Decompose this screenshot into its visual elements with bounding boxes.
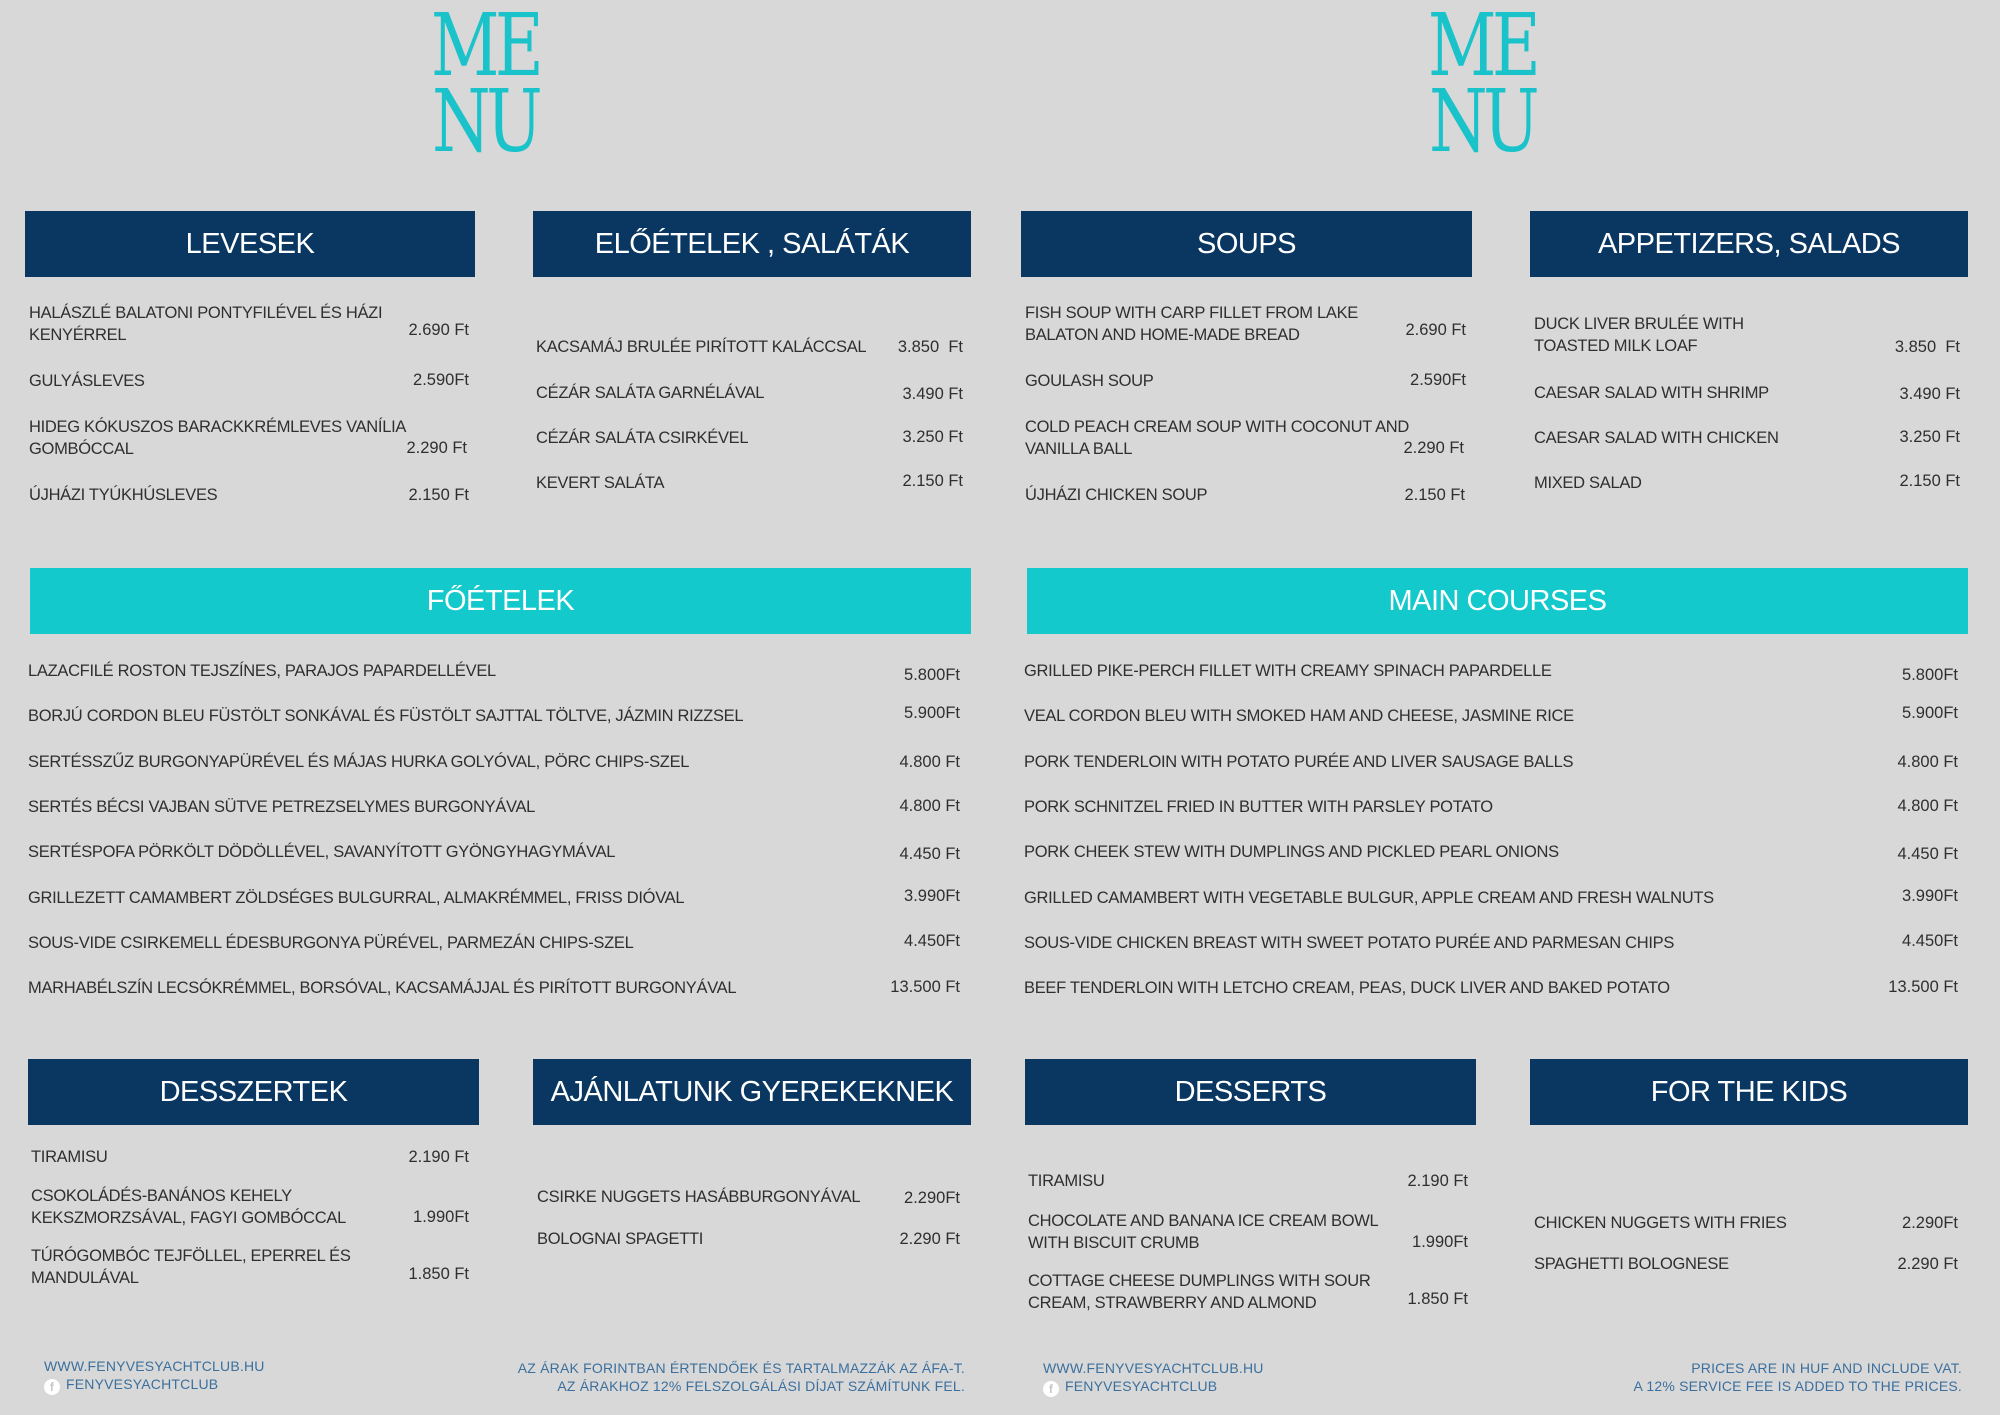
menu-item-name: KACSAMÁJ BRULÉE PIRÍTOTT KALÁCCSAL [536,338,867,356]
menu-item-price: 2.290 Ft [1897,1255,1958,1273]
menu-item-name: CHICKEN NUGGETS WITH FRIES [1534,1214,1787,1232]
menu-item-name: COLD PEACH CREAM SOUP WITH COCONUT AND VANILLA BALL [1025,418,1410,458]
section-header-desszertek: DESSZERTEK [28,1059,479,1125]
footer-en-note: PRICES ARE IN HUF AND INCLUDE VAT. A 12% SERVICE FEE IS ADDED TO THE PRICES. [1633,1360,1962,1394]
facebook-icon: f [44,1379,60,1395]
menu-item-price: 1.990Ft [413,1208,469,1226]
menu-item-price: 3.250 Ft [902,428,963,446]
menu-item-price: 4.800 Ft [899,797,960,815]
facebook-link[interactable]: f FENYVESYACHTCLUB [1043,1377,1264,1397]
menu-item-name: FISH SOUP WITH CARP FILLET FROM LAKE BALATON AND HOME-MADE BREAD [1025,304,1359,344]
menu-item-price: 4.450Ft [1902,932,1958,950]
menu-item-price: 5.900Ft [1902,704,1958,722]
menu-item-name: SERTÉSPOFA PÖRKÖLT DÖDÖLLÉVEL, SAVANYÍTOTT GYÖNGYHAGYMÁVAL [28,843,616,861]
menu-item-price: 3.850 Ft [1894,338,1960,356]
menu-item-price: 2.590Ft [413,371,469,389]
menu-item-price: 3.990Ft [904,887,960,905]
menu-item-name: SERTÉSSZŰZ BURGONYAPÜRÉVEL ÉS MÁJAS HURKA GOLYÓVAL, PÖRC CHIPS-SZEL [28,753,690,771]
menu-item-price: 13.500 Ft [890,978,960,996]
section-header-appetizers: APPETIZERS, SALADS [1530,211,1968,277]
menu-item-price: 2.190 Ft [1407,1172,1468,1190]
section-header-foetelek: FŐÉTELEK [30,568,971,634]
menu-item-price: 13.500 Ft [1888,978,1958,996]
menu-item-name: VEAL CORDON BLEU WITH SMOKED HAM AND CHEESE, JASMINE RICE [1024,707,1574,725]
menu-item-name: BORJÚ CORDON BLEU FÜSTÖLT SONKÁVAL ÉS FÜSTÖLT SAJTTAL TÖLTVE, JÁZMIN RIZZSEL [28,707,744,725]
menu-item-name: TÚRÓGOMBÓC TEJFÖLLEL, EPERREL ÉS MANDULÁVAL [31,1247,351,1287]
menu-item-price: 2.590Ft [1410,371,1466,389]
menu-item-name: LAZACFILÉ ROSTON TEJSZÍNES, PARAJOS PAPARDELLÉVEL [28,662,496,680]
website-link[interactable]: WWW.FENYVESYACHTCLUB.HU [44,1358,265,1374]
section-header-gyerekeknek: AJÁNLATUNK GYEREKEKNEK [533,1059,971,1125]
menu-item-price: 2.190 Ft [408,1148,469,1166]
menu-item-price: 4.800 Ft [899,753,960,771]
menu-item-name: ÚJHÁZI CHICKEN SOUP [1025,486,1208,504]
menu-item-price: 3.490 Ft [1899,385,1960,403]
menu-item-name: GRILLED PIKE-PERCH FILLET WITH CREAMY SPINACH PAPARDELLE [1024,662,1552,680]
menu-item-name: BEEF TENDERLOIN WITH LETCHO CREAM, PEAS, DUCK LIVER AND BAKED POTATO [1024,979,1670,997]
menu-item-price: 2.150 Ft [408,486,469,504]
menu-item-name: ÚJHÁZI TYÚKHÚSLEVES [29,486,218,504]
menu-item-name: CÉZÁR SALÁTA GARNÉLÁVAL [536,384,765,402]
section-header-main-courses: MAIN COURSES [1027,568,1968,634]
menu-item-price: 2.150 Ft [1899,472,1960,490]
menu-item-name: SERTÉS BÉCSI VAJBAN SÜTVE PETREZSELYMES BURGONYÁVAL [28,798,536,816]
menu-item-name: MARHABÉLSZÍN LECSÓKRÉMMEL, BORSÓVAL, KACSAMÁJJAL ÉS PIRÍTOTT BURGONYÁVAL [28,979,737,997]
menu-item-name: GRILLEZETT CAMAMBERT ZÖLDSÉGES BULGURRAL, ALMAKRÉMMEL, FRISS DIÓVAL [28,889,685,907]
menu-logo-en: ME NU [1427,0,1537,172]
menu-item-price: 3.850 Ft [897,338,963,356]
menu-item-price: 4.800 Ft [1897,753,1958,771]
menu-item-name: HALÁSZLÉ BALATONI PONTYFILÉVEL ÉS HÁZI KENYÉRREL [29,304,383,344]
menu-item-name: HIDEG KÓKUSZOS BARACKKRÉMLEVES VANÍLIA GOMBÓCCAL [29,418,406,458]
menu-item-price: 1.850 Ft [408,1265,469,1283]
menu-item-name: CSOKOLÁDÉS-BANÁNOS KEHELY KEKSZMORZSÁVAL, FAGYI GOMBÓCCAL [31,1187,346,1227]
menu-item-name: SOUS-VIDE CHICKEN BREAST WITH SWEET POTATO PURÉE AND PARMESAN CHIPS [1024,934,1675,952]
menu-item-price: 4.450Ft [904,932,960,950]
footer-hu-note: AZ ÁRAK FORINTBAN ÉRTENDŐEK ÉS TARTALMAZZÁK AZ ÁFA-T. AZ ÁRAKHOZ 12% FELSZOLGÁLÁSI DÍJAT SZÁMÍTUNK FEL. [517,1360,965,1394]
menu-item-name: PORK CHEEK STEW WITH DUMPLINGS AND PICKLED PEARL ONIONS [1024,843,1559,861]
menu-item-name: PORK TENDERLOIN WITH POTATO PURÉE AND LIVER SAUSAGE BALLS [1024,753,1574,771]
menu-item-name: GOULASH SOUP [1025,372,1154,390]
section-header-soups: SOUPS [1021,211,1472,277]
menu-logo-hu: ME NU [430,0,540,172]
menu-item-price: 2.150 Ft [1404,486,1465,504]
menu-item-price: 1.990Ft [1412,1233,1468,1251]
menu-item-name: DUCK LIVER BRULÉE WITH TOASTED MILK LOAF [1534,315,1744,355]
menu-item-price: 2.290Ft [1902,1214,1958,1232]
facebook-icon: f [1043,1381,1059,1397]
menu-item-name: CÉZÁR SALÁTA CSIRKÉVEL [536,429,749,447]
menu-item-price: 4.800 Ft [1897,797,1958,815]
menu-item-price: 1.850 Ft [1407,1290,1468,1308]
menu-item-price: 2.290 Ft [1403,439,1464,457]
menu-item-price: 3.990Ft [1902,887,1958,905]
menu-item-price: 4.450 Ft [1897,845,1958,863]
menu-item-price: 2.690 Ft [408,321,469,339]
section-header-levesek: LEVESEK [25,211,475,277]
menu-item-name: MIXED SALAD [1534,474,1642,492]
menu-item-price: 3.250 Ft [1899,428,1960,446]
menu-item-price: 4.450 Ft [899,845,960,863]
menu-item-name: SOUS-VIDE CSIRKEMELL ÉDESBURGONYA PÜRÉVEL, PARMEZÁN CHIPS-SZEL [28,934,634,952]
menu-item-name: BOLOGNAI SPAGETTI [537,1230,704,1248]
menu-item-name: TIRAMISU [31,1148,108,1166]
menu-item-name: CAESAR SALAD WITH SHRIMP [1534,384,1769,402]
menu-item-name: PORK SCHNITZEL FRIED IN BUTTER WITH PARSLEY POTATO [1024,798,1493,816]
footer-hu-links [44,1357,265,1395]
menu-item-name: CHOCOLATE AND BANANA ICE CREAM BOWL WITH BISCUIT CRUMB [1028,1212,1378,1252]
menu-item-price: 5.800Ft [1902,666,1958,684]
menu-item-price: 2.150 Ft [902,472,963,490]
menu-item-price: 2.290 Ft [899,1230,960,1248]
facebook-link[interactable]: f FENYVESYACHTCLUB [44,1375,265,1395]
section-header-kids: FOR THE KIDS [1530,1059,1968,1125]
menu-item-name: CAESAR SALAD WITH CHICKEN [1534,429,1779,447]
menu-item-name: COTTAGE CHEESE DUMPLINGS WITH SOUR CREAM, STRAWBERRY AND ALMOND [1028,1272,1371,1312]
footer-en-links [1043,1359,1264,1397]
section-header-desserts: DESSERTS [1025,1059,1476,1125]
menu-item-name: CSIRKE NUGGETS HASÁBBURGONYÁVAL [537,1188,861,1206]
website-link[interactable]: WWW.FENYVESYACHTCLUB.HU [1043,1360,1264,1376]
menu-item-price: 2.690 Ft [1405,321,1466,339]
menu-item-price: 5.900Ft [904,704,960,722]
menu-item-name: SPAGHETTI BOLOGNESE [1534,1255,1729,1273]
menu-item-price: 2.290 Ft [406,439,467,457]
menu-item-name: GRILLED CAMAMBERT WITH VEGETABLE BULGUR, APPLE CREAM AND FRESH WALNUTS [1024,889,1714,907]
menu-item-name: TIRAMISU [1028,1172,1105,1190]
menu-item-price: 3.490 Ft [902,385,963,403]
menu-item-name: GULYÁSLEVES [29,372,145,390]
section-header-eloetelek: ELŐÉTELEK , SALÁTÁK [533,211,971,277]
menu-item-price: 5.800Ft [904,666,960,684]
menu-item-name: KEVERT SALÁTA [536,474,665,492]
menu-item-price: 2.290Ft [904,1189,960,1207]
